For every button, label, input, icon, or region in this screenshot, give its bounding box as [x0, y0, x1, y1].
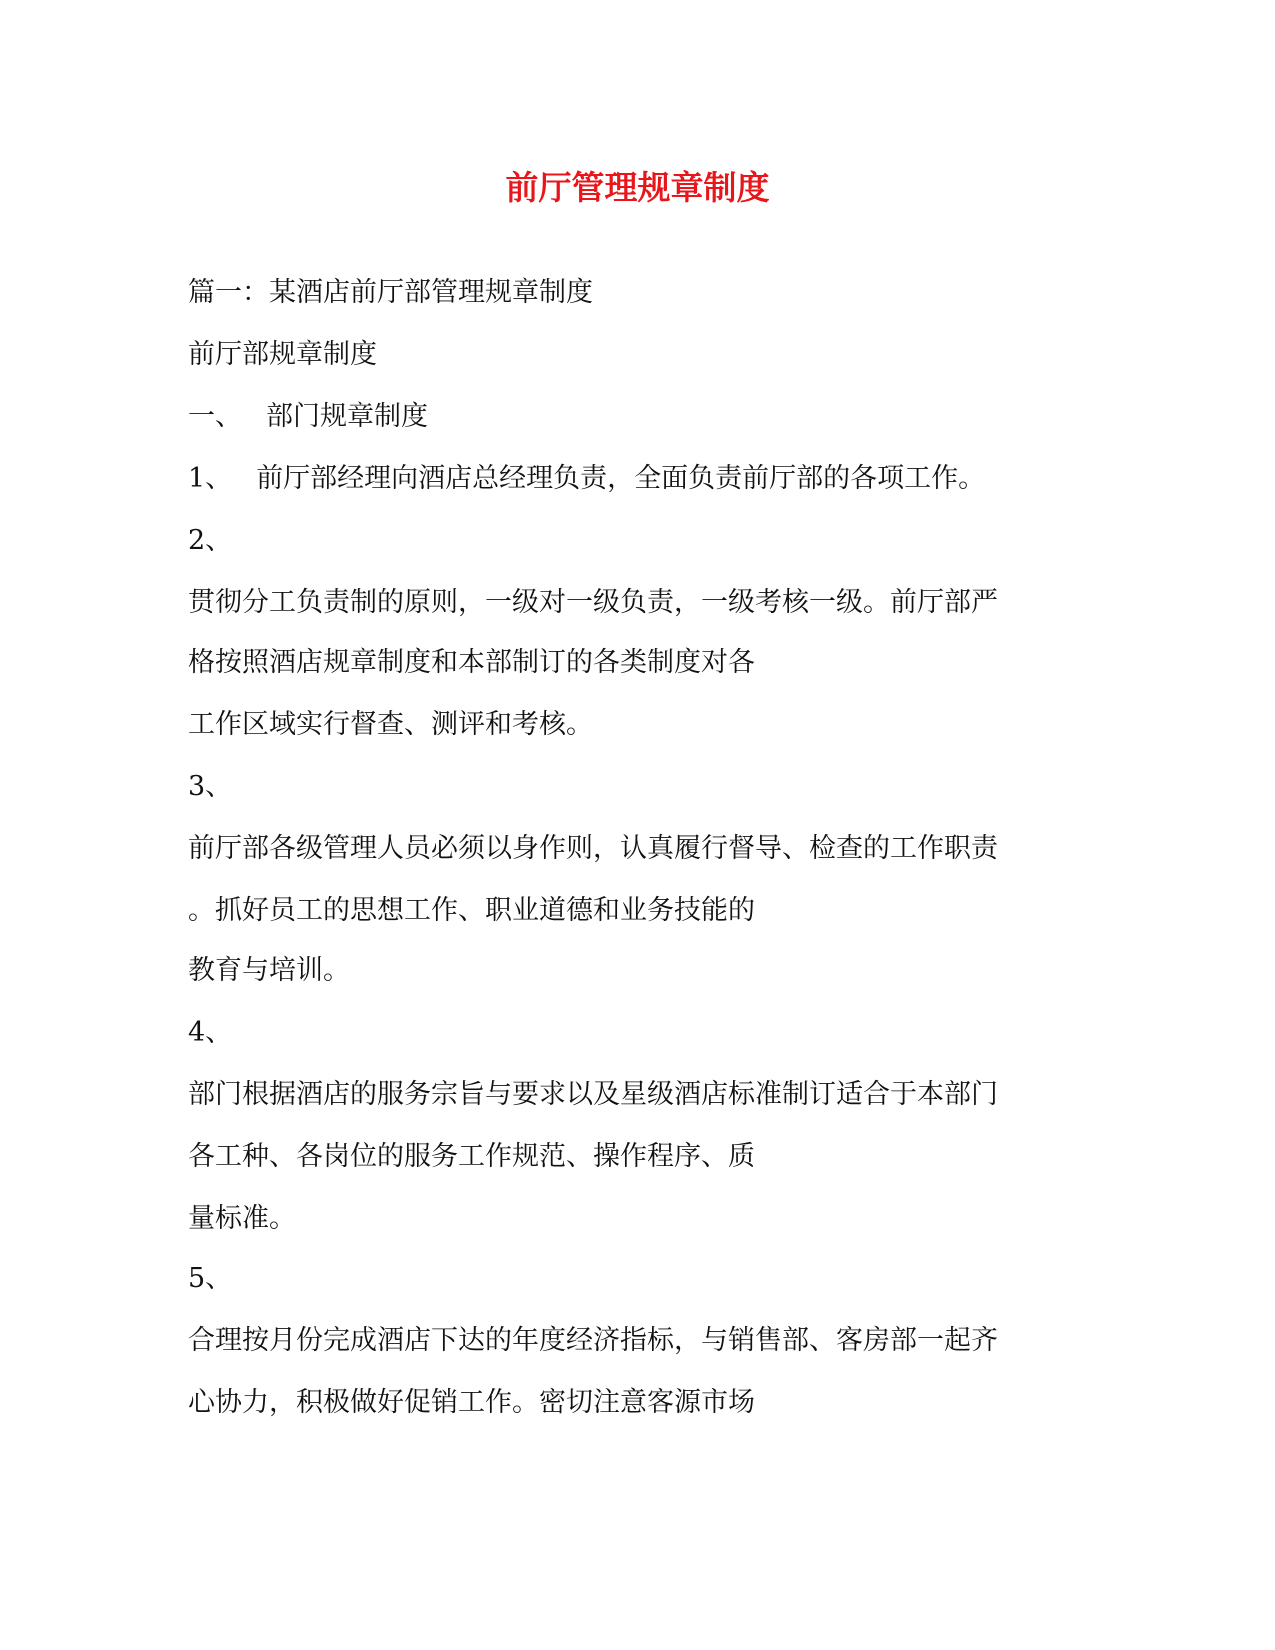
paragraph-line: 部门根据酒店的服务宗旨与要求以及星级酒店标准制订适合于本部门 [188, 1079, 998, 1110]
paragraph-line: 合理按月份完成酒店下达的年度经济指标，与销售部、客房部一起齐 [188, 1325, 998, 1356]
item-number: 1、 [188, 463, 233, 494]
item-number: 3、 [188, 771, 233, 802]
document-title: 前厅管理规章制度 [505, 168, 770, 207]
paragraph-line: 前厅部各级管理人员必须以身作则，认真履行督导、检查的工作职责 [188, 833, 998, 864]
paragraph-line: 量标准。 [188, 1203, 296, 1234]
rule-item [188, 462, 985, 496]
item-text: 前厅部经理向酒店总经理负责，全面负责前厅部的各项工作。 [256, 463, 986, 494]
paragraph-line: 贯彻分工负责制的原则，一级对一级负责，一级考核一级。前厅部严 [188, 587, 998, 618]
paragraph-line: 各工种、各岗位的服务工作规范、操作程序、质 [188, 1141, 755, 1172]
item-number: 5、 [188, 1263, 233, 1294]
section-heading: 篇一：某酒店前厅部管理规章制度 [188, 277, 593, 308]
paragraph-line: 工作区域实行督查、测评和考核。 [188, 709, 593, 740]
paragraph-line: 心协力，积极做好促销工作。密切注意客源市场 [188, 1387, 755, 1418]
subheading: 前厅部规章制度 [188, 339, 377, 370]
item-text: 部门规章制度 [266, 401, 428, 432]
paragraph-line: 教育与培训。 [188, 955, 350, 986]
paragraph-line: 。抓好员工的思想工作、职业道德和业务技能的 [188, 895, 755, 926]
item-number: 2、 [188, 525, 233, 556]
paragraph-line: 格按照酒店规章制度和本部制订的各类制度对各 [188, 647, 755, 678]
item-number: 一、 [188, 401, 242, 432]
item-number: 4、 [188, 1017, 233, 1048]
section-item [188, 400, 428, 434]
